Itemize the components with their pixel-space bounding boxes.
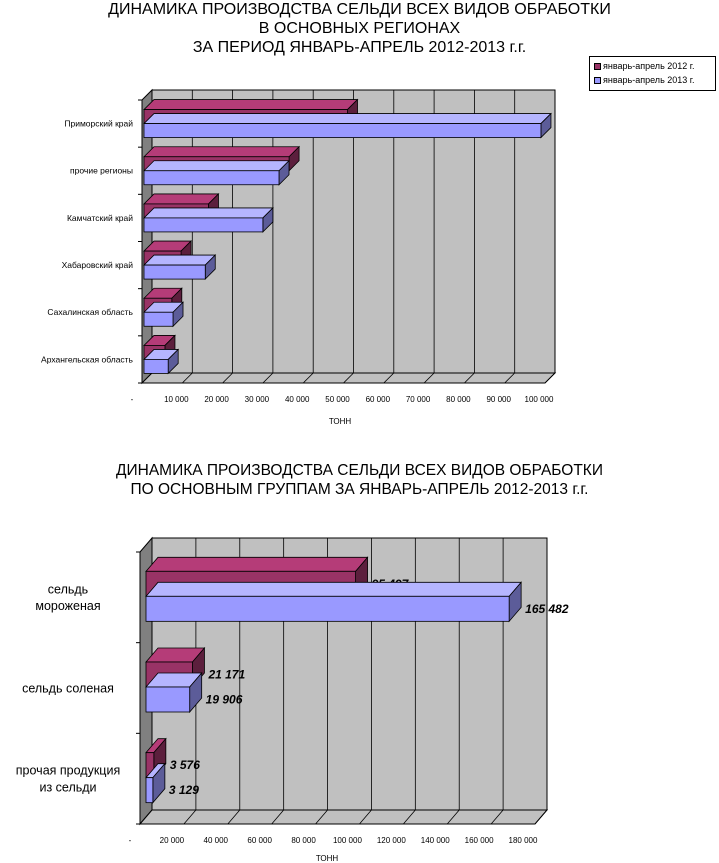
x-tick-label: 30 000 bbox=[244, 395, 270, 404]
x-tick-label: 80 000 bbox=[446, 395, 471, 404]
x-tick-label: 60 000 bbox=[247, 836, 272, 845]
category-label: из сельди bbox=[39, 780, 97, 795]
category-label: Сахалинская область bbox=[47, 307, 133, 318]
x-tick-label: 120 000 bbox=[376, 836, 406, 845]
legend-label-2012: январь-апрель 2012 г. bbox=[603, 61, 695, 71]
bar-2013 bbox=[146, 778, 153, 803]
x-tick-label-zero: - bbox=[130, 395, 134, 404]
bar-top bbox=[146, 582, 521, 596]
data-label: 21 171 bbox=[208, 667, 246, 682]
x-tick-label: 20 000 bbox=[204, 395, 229, 404]
category-label: Камчатский край bbox=[66, 212, 133, 223]
x-tick-label: 40 000 bbox=[284, 395, 310, 404]
x-tick-label: 180 000 bbox=[508, 836, 538, 845]
category-label: сельдь bbox=[47, 582, 89, 597]
x-tick-label: 40 000 bbox=[203, 836, 229, 845]
category-label: сельдь соленая bbox=[22, 681, 114, 696]
x-tick-label: 90 000 bbox=[486, 395, 511, 404]
x-tick-label: 100 000 bbox=[332, 836, 362, 845]
data-label: 165 482 bbox=[525, 601, 569, 616]
x-axis-title: ТОНН bbox=[328, 417, 352, 426]
bar-2013 bbox=[146, 687, 190, 712]
data-label: 3 129 bbox=[168, 783, 199, 798]
chart2-title-line: ДИНАМИКА ПРОИЗВОДСТВА СЕЛЬДИ ВСЕХ ВИДОВ ОБРАБОТКИ bbox=[116, 462, 603, 479]
x-tick-label: 160 000 bbox=[464, 836, 494, 845]
x-tick-label: 50 000 bbox=[325, 395, 350, 404]
x-tick-label: 10 000 bbox=[164, 395, 189, 404]
category-label: прочая продукция bbox=[15, 763, 121, 778]
data-label: 19 906 bbox=[205, 692, 243, 707]
plot-floor bbox=[140, 810, 547, 824]
legend-label-2013: январь-апрель 2013 г. bbox=[603, 75, 695, 85]
category-label: Приморский край bbox=[64, 118, 133, 129]
chart1-title-line: ДИНАМИКА ПРОИЗВОДСТВА СЕЛЬДИ ВСЕХ ВИДОВ ОБРАБОТКИ bbox=[108, 1, 611, 18]
category-label: Архангельская область bbox=[41, 354, 133, 365]
category-label: мороженая bbox=[35, 599, 101, 614]
chart1-title-line: В ОСНОВНЫХ РЕГИОНАХ bbox=[258, 20, 461, 37]
category-label: прочие регионы bbox=[70, 165, 133, 176]
x-tick-label: 80 000 bbox=[291, 836, 316, 845]
data-label: 3 576 bbox=[169, 758, 200, 773]
category-label: Хабаровский край bbox=[61, 260, 133, 271]
chart2-title-line: ПО ОСНОВНЫМ ГРУППАМ ЗА ЯНВАРЬ-АПРЕЛЬ 2012-2013 г.г. bbox=[130, 481, 589, 498]
x-tick-label: 100 000 bbox=[524, 395, 554, 404]
bar-top bbox=[146, 557, 368, 571]
x-tick-label: 70 000 bbox=[405, 395, 431, 404]
x-tick-label: 20 000 bbox=[159, 836, 185, 845]
bar-2013 bbox=[146, 596, 509, 621]
x-tick-label: 60 000 bbox=[365, 395, 391, 404]
chart1-title-line: ЗА ПЕРИОД ЯНВАРЬ-АПРЕЛЬ 2012-2013 г.г. bbox=[192, 39, 527, 56]
x-tick-label: 140 000 bbox=[420, 836, 450, 845]
x-axis-title: ТОНН bbox=[315, 854, 339, 863]
x-tick-label-zero: - bbox=[128, 836, 132, 845]
